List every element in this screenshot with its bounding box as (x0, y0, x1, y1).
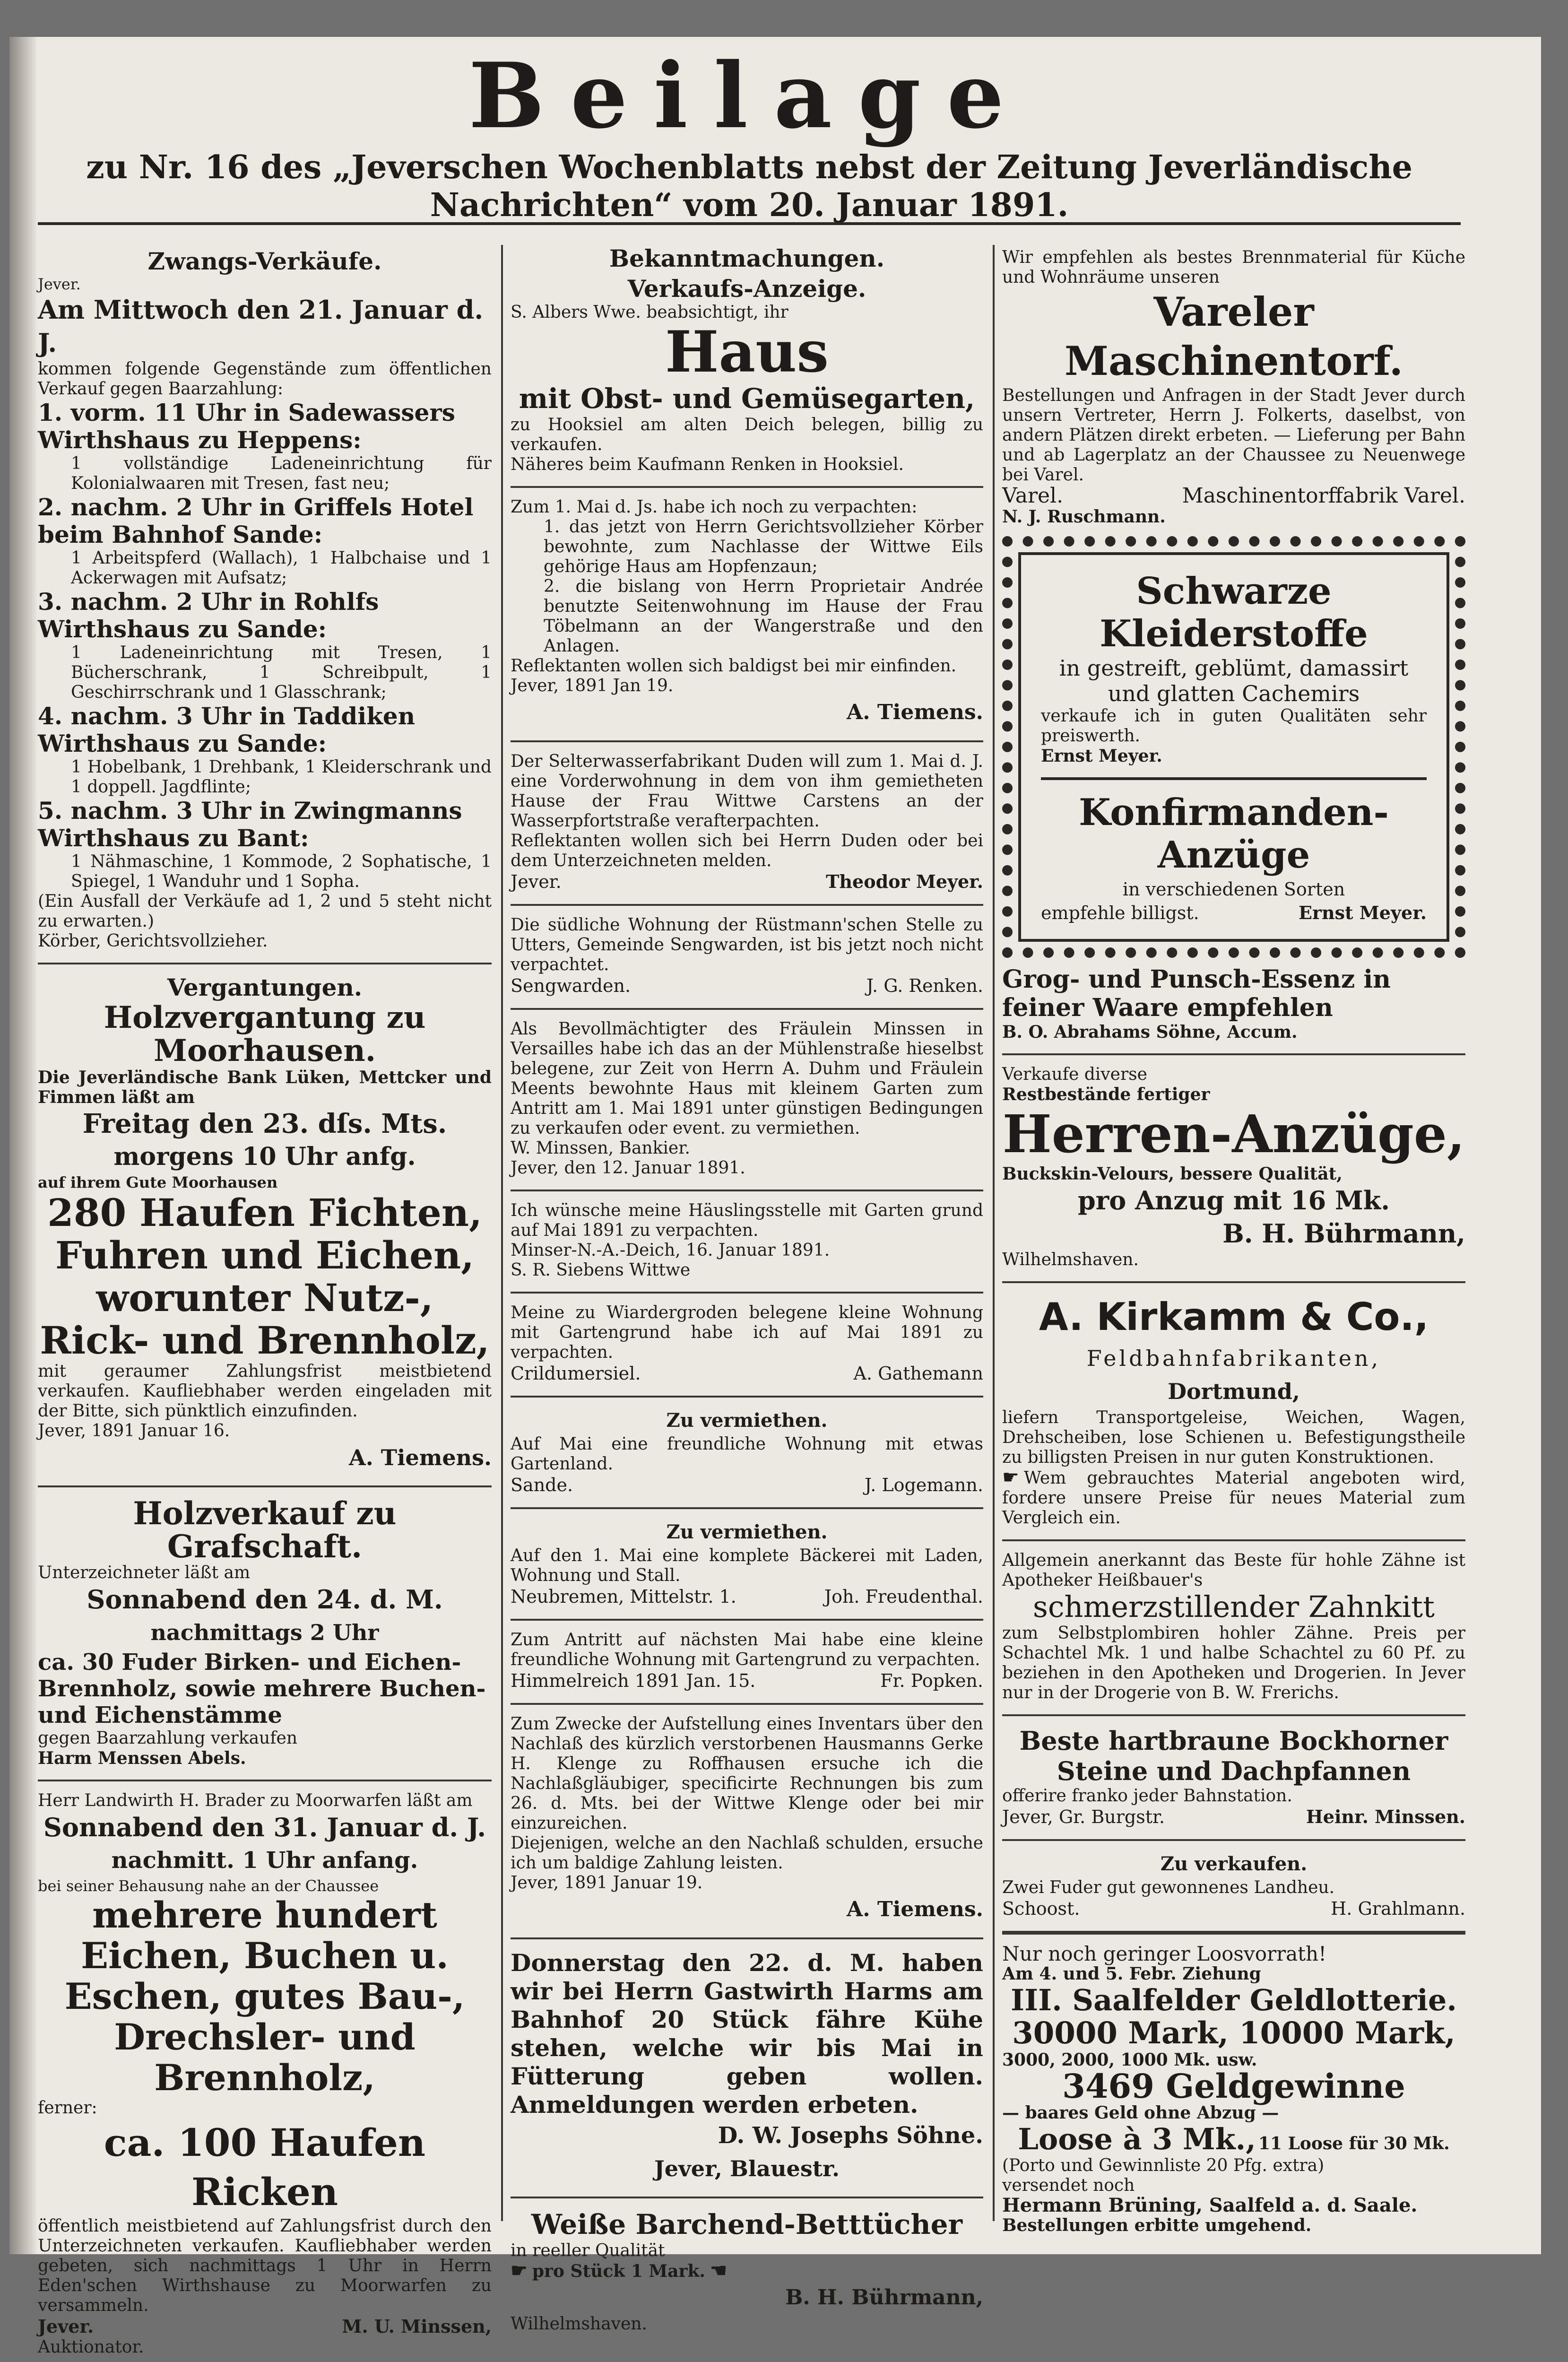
ad-title: Konfirmanden-Anzüge (1079, 791, 1389, 877)
signature: B. O. Abrahams Söhne, Accum. (1002, 1022, 1298, 1042)
ad-title: Vareler Maschinentorf. (1065, 288, 1403, 384)
list-item: 2. nachm. 2 Uhr in Griffels Hotel beim Bahnhof Sande: 1 Arbeitspferd (Wallach), 1 Halbchaise und 1 Ackerwagen mit Aufsatz; (38, 493, 492, 588)
frame-divider (1041, 777, 1427, 780)
section-heading: Zwangs-Verkäufe. (147, 247, 382, 275)
ad-day: Freitag den 23. dſs. Mts. (82, 1108, 447, 1139)
ad-text: Verkaufe diverse (1002, 1065, 1147, 1084)
ad-abrahams (1002, 963, 1465, 1047)
ad-description: Bestellungen und Anfragen in der Stadt Jever durch unsern Vertreter, Herrn J. Folkerts, daselbst, von andern Plätzen direkt erbeten. — Lieferung per Bahn und ab Lagerplatz an der Chaussee zu Neuenwege bei Varel. (1002, 386, 1465, 485)
ad-verkaufs-anzeige (511, 272, 983, 479)
ad-title: Holzvergantung zu Moorhausen. (104, 1000, 426, 1068)
ad-description: in gestreift, geblümt, damassirt und glatten Cachemirs (1059, 655, 1409, 706)
separator (38, 963, 492, 964)
ad-title: schmerzstillender Zahnkitt (1033, 1589, 1435, 1624)
ad-text: Grog- und Punsch-Essenz in feiner Waare empfehlen (1002, 965, 1391, 1022)
signature: B. H. Bührmann, (1222, 1218, 1465, 1249)
ad-title: Weiße Barchend-Betttücher (531, 2208, 963, 2240)
ad-prizes: 3469 Geldgewinne (1062, 2067, 1405, 2106)
ad-tiemens-verpachten (511, 495, 983, 734)
ad-text: Die Jeverländische Bank Lüken, Mettcker und Fimmen läßt am (38, 1068, 492, 1107)
ad-day: Sonnabend den 31. Januar d. J. (43, 1812, 486, 1842)
ad-date: Jever, 1891 Januar 19. (511, 1873, 703, 1893)
ad-subtitle: mit Obst- und Gemüsegarten, (519, 382, 975, 415)
signature-row: Himmelreich 1891 Jan. 15. Fr. Popken. (511, 1670, 983, 1691)
ad-brader-moorwarfen (38, 1788, 492, 2362)
ad-saalfelder-lotterie (1002, 1941, 1465, 2240)
ad-goods: ca. 100 Haufen Ricken (104, 2120, 426, 2214)
ad-terms: mit geraumer Zahlungsfrist meistbietend verkaufen. Kaufliebhaber werden eingeladen mit der Bitte, sich pünktlich einzufinden. (38, 1362, 492, 1421)
separator (511, 1396, 983, 1398)
ad-note: Reflektanten wollen sich bei Herrn Duden oder bei dem Unterzeichneten melden. (511, 831, 983, 870)
ad-date: Minser-N.-A.-Deich, 16. Januar 1891. (511, 1241, 830, 1260)
list-item: 3. nachm. 2 Uhr in Rohlfs Wirthshaus zu Sande: 1 Ladeneinrichtung mit Tresen, 1 Bücherschrank, 1 Schreibpult, 1 Geschirrschrank und 1 Glasschrank; (38, 588, 492, 702)
ad-description: Buckskin-Velours, bessere Qualität, (1002, 1164, 1343, 1184)
signature-row: Neubremen, Mittelstr. 1. Joh. Freudenthal. (511, 1586, 983, 1607)
signature: Hermann Brüning, Saalfeld a. d. Saale. (1002, 2194, 1418, 2216)
ad-title: Schwarze Kleiderstoffe (1100, 570, 1368, 655)
signature-row: Jever. M. U. Minssen, (38, 2316, 492, 2337)
ad-duden (511, 749, 983, 897)
ad-location: Jever, Blauestr. (654, 2156, 840, 2181)
ad-text: Nur noch geringer Loosvorrath! (1002, 1942, 1326, 1965)
separator (38, 1780, 492, 1781)
ad-freudenthal (511, 1516, 983, 1612)
pointing-hand-icon: ☛ (1002, 1467, 1019, 1488)
signature: A. Tiemens. (847, 1897, 983, 1921)
list-item: 5. nachm. 3 Uhr in Zwingmanns Wirthshaus zu Bant: 1 Nähmaschine, 1 Kommode, 2 Sophatische, 1 Spiegel, 1 Wanduhr und 1 Sopha. (38, 797, 492, 891)
ad-text: Donnerstag den 22. d. M. haben wir bei Herrn Gastwirth Harms am Bahnhof 20 Stück fähre Kühe stehen, welche wir bis Mai in Fütterung geben wollen. Anmeldungen werden erbeten. (511, 1949, 983, 2119)
ad-title: A. Kirkamm & Co., (1039, 1295, 1429, 1339)
ad-note: Reflektanten wollen sich baldigst bei mir einfinden. (511, 656, 957, 676)
ad-title: Herren-Anzüge, (1002, 1103, 1465, 1164)
page-subtitle: zu Nr. 16 des „Jeverschen Wochenblatts nebst der Zeitung Jeverländische Nachrichten“ vom 20. Januar 1891. (86, 148, 1412, 224)
ad-subtitle: Restbestände fertiger (1002, 1085, 1210, 1104)
ad-date: Jever, 1891 Jan 19. (511, 676, 674, 695)
separator (38, 1485, 492, 1487)
ad-dates: Am 4. und 5. Febr. Ziehung (1002, 1964, 1261, 1984)
separator (511, 486, 983, 488)
price-line: ☛ pro Stück 1 Mark. ☚ (511, 2259, 727, 2282)
signature: N. J. Ruschmann. (1002, 507, 1166, 527)
ad-terms: gegen Baarzahlung verkaufen (38, 1728, 298, 1748)
ad-text: Zum 1. Mai d. Js. habe ich noch zu verpachten: (511, 497, 918, 517)
ad-text: Die südliche Wohnung der Rüstmann'schen Stelle zu Utters, Gemeinde Sengwarden, ist bis jetzt noch nicht verpachtet. (511, 915, 983, 974)
column-divider-1 (501, 245, 503, 2221)
separator (511, 1008, 983, 1010)
ad-zwangs-verkaeufe (38, 245, 492, 956)
separator (1002, 1539, 1465, 1541)
signature: Ernst Meyer. (1041, 746, 1162, 766)
separator (511, 2197, 983, 2198)
ad-description: liefern Transportgeleise, Weichen, Wagen, Drehscheiben, lose Schienen u. Befestigungstheile zu billigsten Preisen in nur guten Konstruktionen. (1002, 1408, 1465, 1467)
ad-text: Ich wünsche meine Häuslingsstelle mit Garten grund auf Mai 1891 zu verpachten. (511, 1201, 983, 1240)
signature: S. R. Siebens Wittwe (511, 1260, 691, 1280)
section-heading: Bekanntmachungen. (609, 244, 885, 272)
ad-amounts-small: 3000, 2000, 1000 Mk. usw. (1002, 2050, 1257, 2070)
ad-price: pro Anzug mit 16 Mk. (1078, 1185, 1390, 1216)
list-item: 1. das jetzt von Herrn Gerichtsvollzieher Körber bewohnte, zum Nachlasse der Wittwe Eils gehörige Haus am Hopfenzaun; (544, 517, 983, 576)
ad-zahnkitt (1002, 1548, 1465, 1708)
ad-holzverkauf-grafschaft (38, 1494, 492, 1773)
ad-goods: ca. 30 Fuder Birken- und Eichen-Brennholz, sowie mehrere Buchen- und Eichenstämme (38, 1649, 486, 1728)
signature-row: Varel. Maschinentorffabrik Varel. (1002, 484, 1465, 508)
header-rule (38, 222, 1461, 225)
ad-date: Jever, den 12. Januar 1891. (511, 1158, 745, 1178)
ad-grahlmann (1002, 1848, 1465, 1924)
ad-location: Dortmund, (1168, 1379, 1300, 1404)
ad-text: Auf den 1. Mai eine komplete Bäckerei mit Laden, Wohnung und Stall. (511, 1546, 983, 1585)
ad-text: Meine zu Wiardergroden belegene kleine Wohnung mit Gartengrund habe ich auf Mai 1891 zu verpachten. (511, 1303, 983, 1362)
separator (511, 904, 983, 906)
ad-date: Jever, 1891 Januar 16. (38, 1421, 230, 1441)
item-list (38, 399, 492, 892)
ad-minssen (511, 1016, 983, 1183)
ad-heading: Zu verkaufen. (1160, 1853, 1308, 1875)
note: (Ein Ausfall der Verkäufe ad 1, 2 und 5 steht nicht zu erwarten.) (38, 892, 492, 931)
separator (511, 1619, 983, 1621)
signature: D. W. Josephs Söhne. (718, 2122, 983, 2149)
ad-logemann (511, 1404, 983, 1501)
ad-info: Näheres beim Kaufmann Renken in Hooksiel. (511, 455, 904, 474)
section-heading: Vergantungen. (167, 973, 363, 1001)
page-header (38, 43, 1461, 224)
ad-text: Der Selterwasserfabrikant Duden will zum 1. Mai d. J. eine Vorderwohnung in dem von ihm gemietheten Hause der Frau Wittwe Carstens an der Wasserpfortstraße verafterpachten. (511, 752, 983, 831)
ad-heading: Zu vermiethen. (666, 1409, 828, 1432)
column-middle (511, 244, 983, 2334)
signature-row: empfehle billigst. Ernst Meyer. (1041, 902, 1427, 923)
ad-text: Allgemein anerkannt das Beste für hohle Zähne ist Apotheker Heißbauer's (1002, 1551, 1465, 1590)
separator (511, 1190, 983, 1191)
ad-text: Als Bevollmächtigter des Fräulein Minssen in Versailles habe ich das an der Mühlenstraße hieselbst belegene, zur Zeit von Herrn A. Duhm und Fräulein Meents bewohnte Haus mit kleinem Garten zum Antritt am 1. Mai 1891 unter günstigen Bedingungen zu verkaufen oder event. zu vermiethen. (511, 1019, 983, 1138)
ad-location: Wilhelmshaven. (1002, 1250, 1139, 1269)
separator (511, 1292, 983, 1294)
list-item: 4. nachm. 3 Uhr in Taddiken Wirthshaus zu Sande: 1 Hobelbank, 1 Drehbank, 1 Kleiderschrank und 1 doppell. Jagdflinte; (38, 702, 492, 797)
signature: A. Tiemens. (847, 700, 983, 724)
ad-order: Bestellungen erbitte umgehend. (1002, 2215, 1312, 2235)
ad-title: III. Saalfelder Geldlotterie. (1011, 1983, 1457, 2017)
ad-title: Beste hartbraune Bockhorner Steine und Dachpfannen (1019, 1726, 1448, 1786)
date-line: Am Mittwoch den 21. Januar d. J. (38, 295, 484, 358)
ad-klenge (511, 1711, 983, 1931)
ad-headline: Haus (665, 319, 829, 385)
ad-heading: Zu vermiethen. (666, 1521, 828, 1543)
ad-barchend (511, 2205, 983, 2339)
ad-text: in reeller Qualität (511, 2241, 665, 2260)
ad-text: verkaufe ich in guten Qualitäten sehr preiswerth. (1041, 706, 1427, 746)
ad-text: S. Albers Wwe. beabsichtigt, ihr (511, 303, 788, 322)
signature-row: Jever, Gr. Burgstr. Heinr. Minssen. (1002, 1806, 1465, 1827)
column-right (1002, 245, 1465, 2235)
ad-renken (511, 912, 983, 1001)
signature: Körber, Gerichtsvollzieher. (38, 931, 268, 951)
ad-subtitle: Feldbahnfabrikanten, (1086, 1346, 1381, 1371)
ad-text: Zum Antritt auf nächsten Mai habe eine kleine freundliche Wohnung mit Gartengrund zu verpachten. (511, 1630, 983, 1669)
ad-text: Auf Mai eine freundliche Wohnung mit etwas Gartenland. (511, 1434, 983, 1474)
ad-josephs (511, 1946, 983, 2190)
ad-amounts: 30000 Mark, 10000 Mark, (1012, 2015, 1455, 2051)
column-left (38, 245, 492, 2357)
intro-text: kommen folgende Gegenstände zum öffentlichen Verkauf gegen Baarzahlung: (38, 359, 492, 399)
signature: Harm Menssen Abels. (38, 1748, 246, 1768)
list-item: 2. die bislang von Herrn Proprietair Andrée benutzte Seitenwohnung im Hause der Frau Töbelmann an der Wangerstraße und den Anlagen. (544, 577, 983, 656)
ad-day: Sonnabend den 24. d. M. (87, 1584, 443, 1615)
framed-ad-meyer (1002, 536, 1465, 958)
ad-description: zu Hooksiel am alten Deich belegen, billig zu verkaufen. (511, 415, 983, 454)
separator (511, 1937, 983, 1939)
pointing-hand-icon: ☛ (511, 2259, 528, 2282)
signature: B. H. Bührmann, (785, 2285, 983, 2310)
ad-holzvergantung-moorhausen (38, 971, 492, 1479)
ad-kirkamm (1002, 1290, 1465, 1533)
ad-title: Holzverkauf zu Grafschaft. (133, 1495, 397, 1565)
ad-time: nachmittags 2 Uhr (150, 1620, 379, 1645)
ad-popken (511, 1627, 983, 1696)
ad-description: in verschiedenen Sorten (1122, 879, 1345, 900)
separator (1002, 1839, 1465, 1841)
ad-time: nachmitt. 1 Uhr anfang. (111, 1847, 418, 1874)
separator (511, 740, 983, 742)
ad-title: Verkaufs-Anzeige. (627, 275, 866, 303)
separator (1002, 1714, 1465, 1716)
ad-terms: öffentlich meistbietend auf Zahlungsfrist durch den Unterzeichneten verkaufen. Kaufliebhaber werden gebeten, sich nachmittags 1 Uhr in Herrn Eden'schen Wirthshause zu Moorwarfen zu versammeln. (38, 2216, 492, 2315)
separator (511, 1507, 983, 1509)
ad-cash: — baares Geld ohne Abzug — (1002, 2103, 1279, 2123)
ad-location: bei seiner Behausung nahe an der Chaussee (38, 1877, 379, 1895)
ad-text: Zum Zwecke der Aufstellung eines Inventars über den Nachlaß des kürzlich verstorbenen Hausmanns Gerke H. Klenge zu Roffhausen ersuche ich die Nachlaßgläubiger, specificirte Rechnungen bis zum 26. d. Mts. bei der Wittwe Klenge oder bei mir einzureichen. (511, 1714, 983, 1833)
ad-note-row: ☛ Wem gebrauchtes Material angeboten wird, fordere unsere Preise für neues Material zum Vergleich ein. (1002, 1467, 1465, 1528)
signature-role: Auktionator. (38, 2337, 144, 2357)
ad-note: Diejenigen, welche an den Nachlaß schulden, ersuche ich um baldige Zahlung leisten. (511, 1833, 983, 1873)
ad-text: Wir empfehlen als bestes Brennmaterial für Küche und Wohnräume unseren (1002, 248, 1465, 287)
ad-description: zum Selbstplombiren hohler Zähne. Preis per Schachtel Mk. 1 und halbe Schachtel zu 60 Pf. zu beziehen in den Apotheken und Drogerien. In Jever nur in der Drogerie von B. W. Frerichs. (1002, 1624, 1465, 1702)
separator (1002, 1053, 1465, 1055)
ad-location: auf ihrem Gute Moorhausen (38, 1173, 278, 1191)
ad-goods: 280 Haufen Fichten, Fuhren und Eichen, worunter Nutz-, Rick- und Brennholz, (40, 1190, 490, 1363)
ad-herren-anzuege (1002, 1062, 1465, 1275)
signature: A. Tiemens. (349, 1445, 492, 1470)
signature-row: Jever. Theodor Meyer. (511, 871, 983, 892)
signature-row: Schoost. H. Grahlmann. (1002, 1898, 1465, 1919)
page-title: Beilage (468, 43, 1030, 148)
separator (1002, 1931, 1465, 1935)
ad-location: Wilhelmshaven. (511, 2314, 647, 2334)
ad-text: versendet noch (1002, 2176, 1135, 2195)
column-divider-2 (993, 245, 995, 2221)
signature-row: Crildumersiel. A. Gathemann (511, 1363, 983, 1384)
place: Jever. (38, 275, 81, 293)
ad-text: Unterzeichneter läßt am (38, 1563, 251, 1582)
ad-goods: mehrere hundert Eichen, Buchen u. Eschen, gutes Bau-, Drechsler- und Brennholz, (64, 1894, 465, 2099)
separator (511, 1703, 983, 1705)
signature: W. Minssen, Bankier. (511, 1138, 690, 1158)
ad-bockhorner-steine (1002, 1723, 1465, 1832)
ad-vareler-torf (1002, 245, 1465, 531)
pointing-hand-icon: ☚ (710, 2259, 727, 2282)
ad-porto: (Porto und Gewinnliste 20 Pfg. extra) (1002, 2156, 1325, 2175)
ad-text: offerire franko jeder Bahnstation. (1002, 1786, 1292, 1806)
ad-text: ferner: (38, 2098, 97, 2118)
binding-edge (9, 37, 38, 2254)
signature-row: Sengwarden. J. G. Renken. (511, 975, 983, 996)
ad-gathemann (511, 1300, 983, 1389)
ad-time: morgens 10 Uhr anfg. (113, 1142, 416, 1171)
separator (1002, 1281, 1465, 1283)
newspaper-page (9, 37, 1541, 2357)
ad-text: Zwei Fuder gut gewonnenes Landheu. (1002, 1878, 1335, 1897)
list-item: 1. vorm. 11 Uhr in Sadewassers Wirthshaus zu Heppens: 1 vollständige Ladeneinrichtung für Kolonialwaaren mit Tresen, fast neu; (38, 399, 492, 493)
signature-row: Sande. J. Logemann. (511, 1475, 983, 1495)
ad-text: Herr Landwirth H. Brader zu Moorwarfen läßt am (38, 1791, 473, 1810)
ad-price-line: Loose à 3 Mk., 11 Loose für 30 Mk. (1018, 2122, 1450, 2156)
ad-siebens (511, 1198, 983, 1285)
